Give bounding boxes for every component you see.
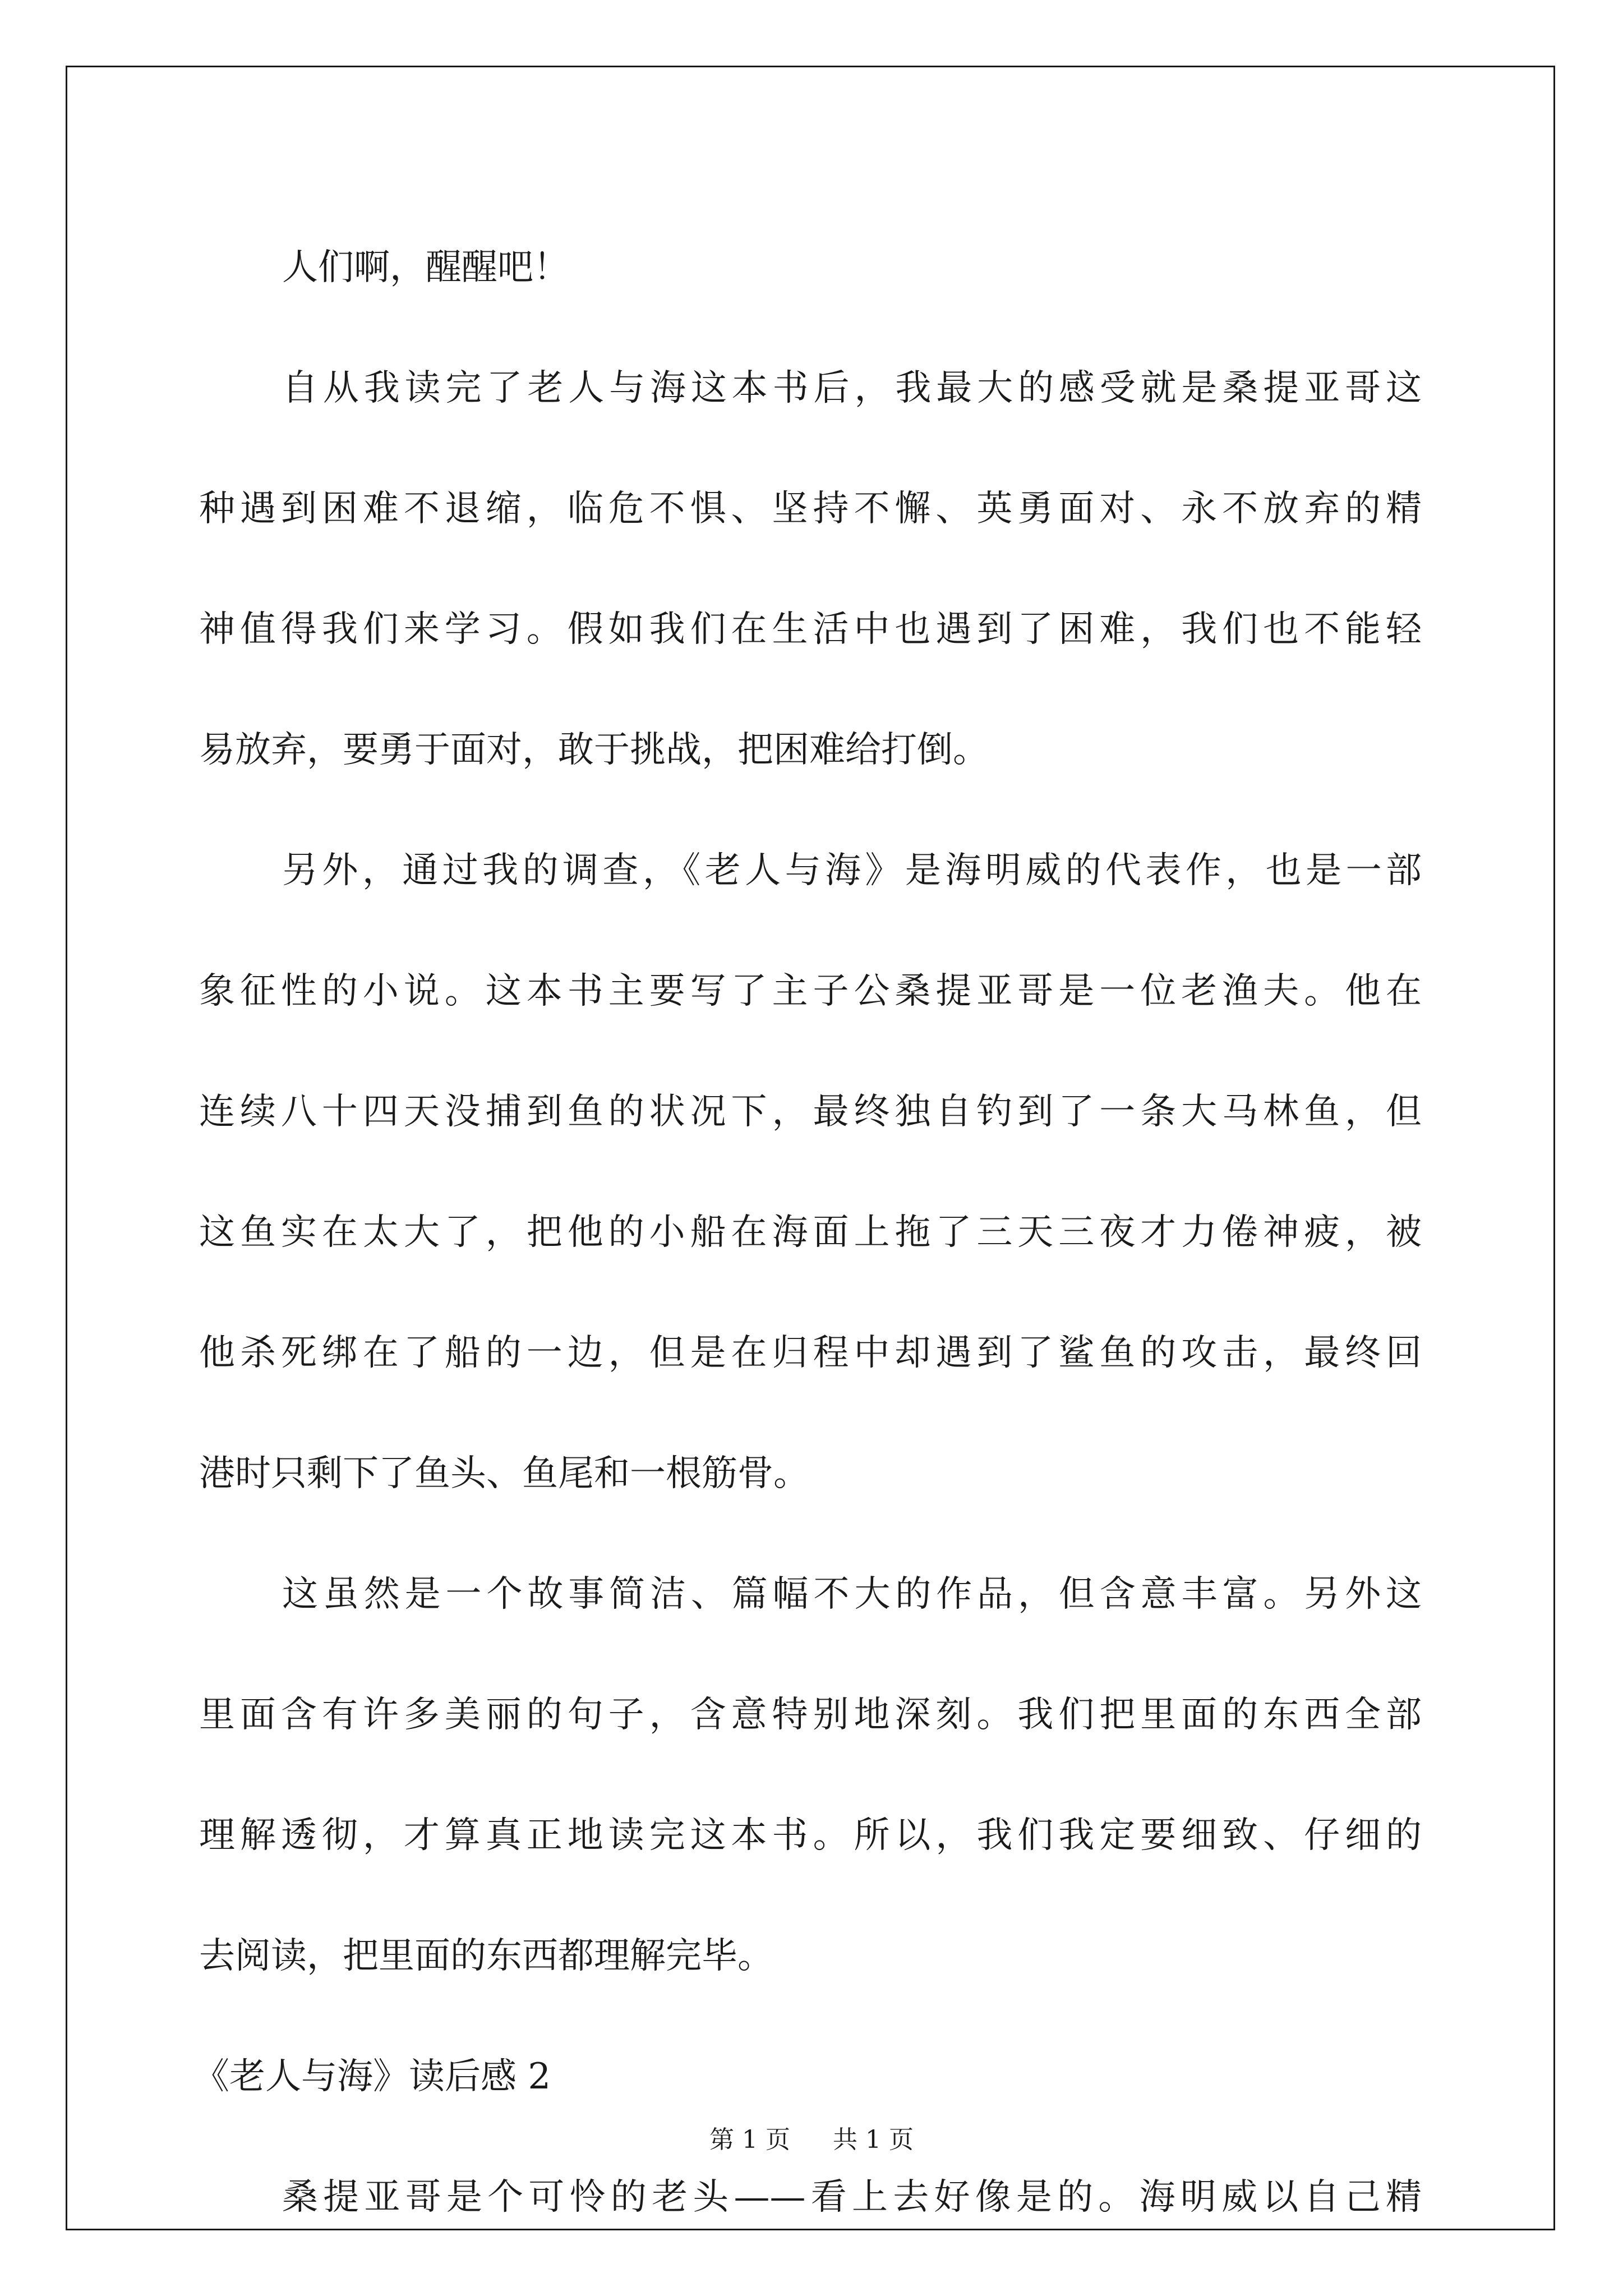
paragraph-line: 去阅读，把里面的东西都理解完毕。 <box>199 1935 773 1977</box>
paragraph-line: 另外，通过我的调查，《老人与海》是海明威的代表作，也是一部 <box>282 850 1422 891</box>
paragraph-line: 象征性的小说。这本书主要写了主子公桑提亚哥是一位老渔夫。他在 <box>199 970 1422 1012</box>
paragraph-line: 自从我读完了老人与海这本书后，我最大的感受就是桑提亚哥这 <box>282 367 1422 409</box>
paragraph-line: 这虽然是一个故事简洁、篇幅不大的作品，但含意丰富。另外这 <box>282 1573 1422 1615</box>
page-total: 共 1 页 <box>833 2125 914 2154</box>
paragraph-line: 他杀死绑在了船的一边，但是在归程中却遇到了鲨鱼的攻击，最终回 <box>199 1332 1422 1374</box>
paragraph-line: 里面含有许多美丽的句子，含意特别地深刻。我们把里面的东西全部 <box>199 1694 1422 1736</box>
paragraph-line: 桑提亚哥是个可怜的老头——看上去好像是的。海明威以自己精 <box>282 2177 1422 2218</box>
page-number: 第 1 页 <box>709 2125 790 2154</box>
paragraph-line: 港时只剩下了鱼头、鱼尾和一根筋骨。 <box>199 1453 809 1494</box>
paragraph-line: 人们啊，醒醒吧！ <box>282 247 569 288</box>
document-body <box>193 208 1422 2258</box>
section-title: 《老人与海》读后感 2 <box>193 2056 551 2097</box>
paragraph-line: 连续八十四天没捕到鱼的状况下，最终独自钓到了一条大马林鱼，但 <box>199 1091 1422 1133</box>
paragraph-line: 种遇到困难不退缩，临危不惧、坚持不懈、英勇面对、永不放弃的精 <box>199 488 1422 530</box>
paragraph-line: 理解透彻，才算真正地读完这本书。所以，我们我定要细致、仔细的 <box>199 1815 1422 1856</box>
page-footer <box>0 2123 1623 2157</box>
paragraph-line: 神值得我们来学习。假如我们在生活中也遇到了困难，我们也不能轻 <box>199 609 1422 650</box>
paragraph-line: 易放弃，要勇于面对，敢于挑战，把困难给打倒。 <box>199 729 989 771</box>
paragraph-line: 这鱼实在太大了，把他的小船在海面上拖了三天三夜才力倦神疲，被 <box>199 1212 1422 1253</box>
